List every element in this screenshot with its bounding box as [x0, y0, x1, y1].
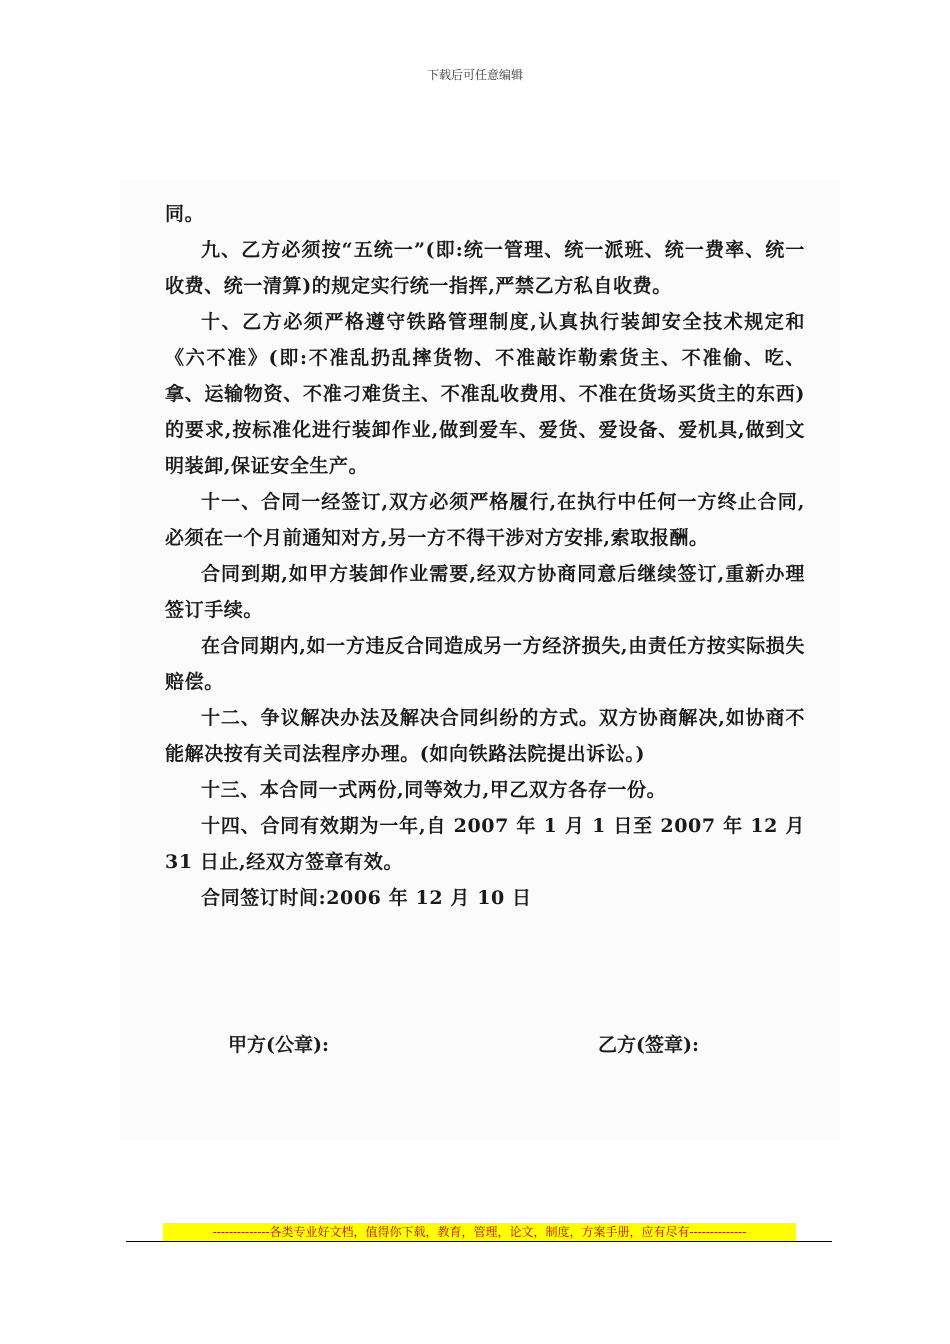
signature-block	[0, 1030, 950, 1060]
paragraph: 同。	[165, 203, 205, 225]
footer-banner: --------------各类专业好文档，值得你下载，教育，管理，论文，制度，方案手册，应有尽有--------------	[163, 1223, 796, 1241]
paragraph: 十、乙方必须严格遵守铁路管理制度,认真执行装卸安全技术规定和《六不准》(即:不准乱扔乱摔货物、不准敲诈勒索货主、不准偷、吃、拿、运输物资、不准刁难货主、不准乱收费用、不准在货场买货主的东西)的要求,按标准化进行装卸作业,做到爱车、爱货、爱设备、爱机具,做到文明装卸,保证安全生产。	[165, 311, 805, 477]
paragraph: 合同到期,如甲方装卸作业需要,经双方协商同意后继续签订,重新办理签订手续。	[165, 563, 805, 621]
contract-body	[165, 196, 805, 916]
party-a-signature-label: 甲方(公章):	[228, 1034, 329, 1056]
paragraph: 九、乙方必须按“五统一”(即:统一管理、统一派班、统一费率、统一收费、统一清算)的规定实行统一指挥,严禁乙方私自收费。	[165, 239, 805, 297]
header-note: 下载后可任意编辑	[426, 68, 523, 82]
paragraph: 十三、本合同一式两份,同等效力,甲乙双方各存一份。	[201, 779, 667, 801]
party-b-signature-label: 乙方(签章):	[598, 1034, 699, 1056]
paragraph: 在合同期内,如一方违反合同造成另一方经济损失,由责任方按实际损失赔偿。	[165, 635, 805, 693]
paragraph: 十一、合同一经签订,双方必须严格履行,在执行中任何一方终止合同,必须在一个月前通知对方,另一方不得干涉对方安排,索取报酬。	[165, 491, 805, 549]
paragraph: 十二、争议解决办法及解决合同纠纷的方式。双方协商解决,如协商不能解决按有关司法程序办理。(如向铁路法院提出诉讼。)	[165, 707, 805, 765]
footer-divider	[126, 1241, 832, 1242]
paragraph: 十四、合同有效期为一年,自 2007 年 1 月 1 日至 2007 年 12 月 31 日止,经双方签章有效。	[165, 815, 805, 873]
paragraph: 合同签订时间:2006 年 12 月 10 日	[201, 887, 532, 909]
